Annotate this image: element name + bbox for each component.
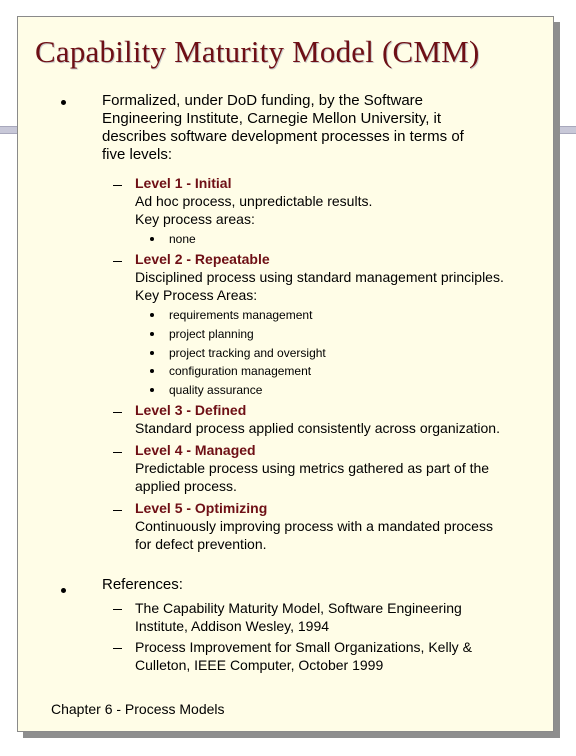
dash-marker: [113, 609, 122, 610]
dash-marker: [113, 261, 122, 262]
bullet-dot: [150, 237, 154, 241]
level-1-heading: Level 1 - Initial: [135, 175, 232, 191]
slide: [17, 16, 554, 732]
bullet-dot: [61, 100, 66, 105]
intro-line: Formalized, under DoD funding, by the Software: [102, 92, 423, 109]
reference-item: The Capability Maturity Model, Software Engineering: [135, 600, 462, 616]
slide-footer: Chapter 6 - Process Models: [51, 701, 225, 717]
bullet-dot: [150, 351, 154, 355]
dash-marker: [113, 510, 122, 511]
level-1-area: none: [169, 232, 196, 246]
bullet-dot: [61, 588, 66, 593]
slide-title: Capability Maturity Model (CMM): [35, 34, 480, 69]
level-5-description: Continuously improving process with a mandated process: [135, 518, 493, 534]
right-decorative-stripe: [556, 126, 576, 134]
level-4-description: Predictable process using metrics gathered as part of the: [135, 460, 490, 476]
level-2-heading: Level 2 - Repeatable: [135, 251, 270, 267]
level-2-area: project tracking and oversight: [169, 346, 326, 360]
bullet-dot: [150, 369, 154, 373]
dash-marker: [113, 452, 122, 453]
references-label: References:: [102, 576, 183, 593]
level-1-description: Ad hoc process, unpredictable results.: [135, 193, 373, 209]
level-3-heading: Level 3 - Defined: [135, 402, 247, 418]
level-2-areas-label: Key Process Areas:: [135, 287, 258, 303]
reference-item: Process Improvement for Small Organizations, Kelly &: [135, 639, 472, 655]
dash-marker: [113, 412, 122, 413]
level-1-areas-label: Key process areas:: [135, 211, 255, 227]
intro-line: describes software development processes in terms of: [102, 128, 464, 145]
level-4-heading: Level 4 - Managed: [135, 442, 256, 458]
dash-marker: [113, 185, 122, 186]
level-2-area: configuration management: [169, 364, 312, 378]
bullet-dot: [150, 388, 154, 392]
bullet-dot: [150, 313, 154, 317]
level-2-description: Disciplined process using standard management principles.: [135, 269, 504, 285]
intro-line: Engineering Institute, Carnegie Mellon University, it: [102, 110, 442, 127]
level-2-area: project planning: [169, 327, 254, 341]
level-5-heading: Level 5 - Optimizing: [135, 500, 268, 516]
dash-marker: [113, 648, 122, 649]
level-3-description: Standard process applied consistently across organization.: [135, 420, 500, 436]
reference-item: Culleton, IEEE Computer, October 1999: [135, 657, 384, 673]
level-5-description: for defect prevention.: [135, 536, 267, 552]
intro-line: five levels:: [102, 146, 173, 163]
reference-item: Institute, Addison Wesley, 1994: [135, 618, 330, 634]
level-2-area: requirements management: [169, 308, 313, 322]
level-2-area: quality assurance: [169, 383, 263, 397]
bullet-dot: [150, 332, 154, 336]
level-4-description: applied process.: [135, 478, 237, 494]
